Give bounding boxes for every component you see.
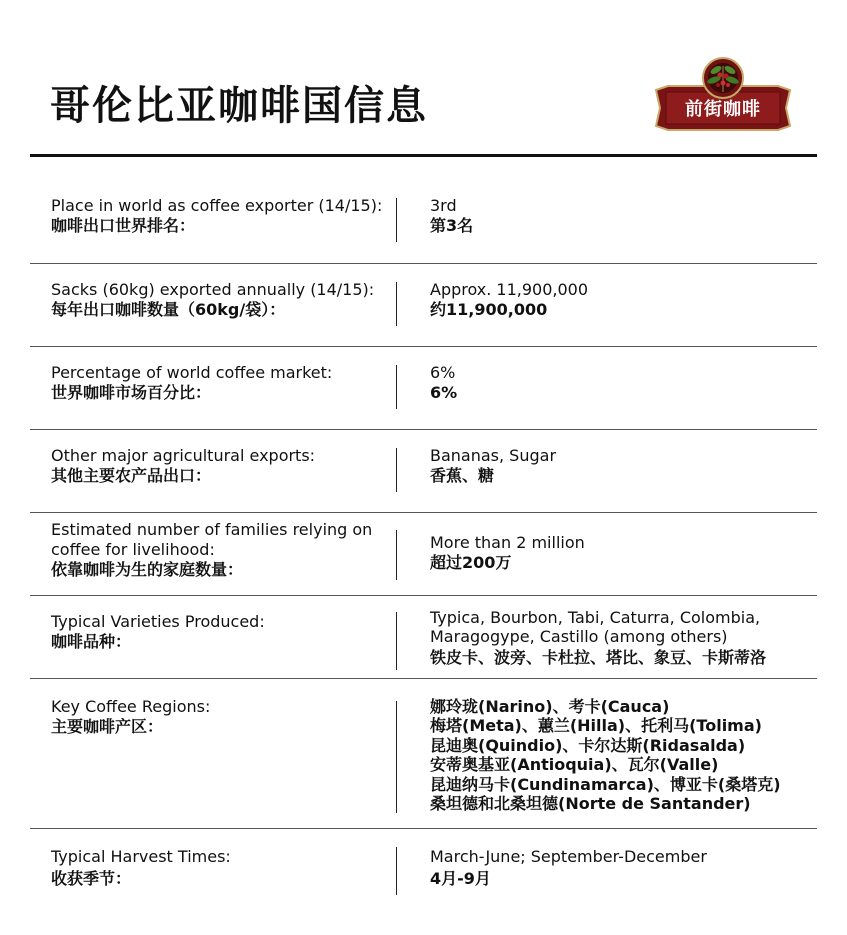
region-line: 梅塔(Meta)、蕙兰(Hilla)、托利马(Tolima) [430,716,762,736]
row-separator [396,448,397,492]
row-value [430,847,820,891]
region-line: 娜玲珑(Narino)、考卡(Cauca) [430,697,670,716]
label-en: Sacks (60kg) exported annually (14/15): [51,280,375,299]
label-zh: 依靠咖啡为生的家庭数量： [51,560,244,579]
row-label [51,280,391,320]
info-row-sacks-exported [30,280,817,330]
value-zh: 第3名 [430,216,474,235]
label-en: Typical Varieties Produced: [51,612,265,631]
label-zh: 世界咖啡市场百分比： [51,383,212,402]
row-separator [396,847,397,895]
row-separator [396,365,397,409]
row-divider [30,346,817,347]
label-zh: 咖啡品种： [51,632,132,651]
row-value [430,533,820,573]
region-line: 昆迪奥(Quindio)、卡尔达斯(Ridasalda) [430,735,746,755]
label-zh: 咖啡出口世界排名： [51,216,196,235]
row-separator [396,530,397,580]
row-value [430,446,820,486]
value-en: Bananas, Sugar [430,446,557,465]
value-zh: 香蕉、糖 [430,466,495,485]
label-en: Percentage of world coffee market: [51,363,333,382]
row-value [430,363,820,403]
row-separator [396,282,397,326]
value-en: 3rd [430,196,457,215]
row-label [51,520,391,580]
row-divider [30,429,817,430]
info-row-exporter-rank [30,196,817,246]
info-row-harvest [30,847,817,897]
row-label [51,697,391,737]
row-separator [396,701,397,813]
label-en: Typical Harvest Times: [51,847,231,866]
label-en: Other major agricultural exports: [51,446,316,465]
value-en: March-June; September-December [430,847,707,866]
row-label [51,847,391,891]
logo-text: 前街咖啡 [685,99,761,120]
coffee-plant-logo-icon [654,56,792,136]
page-title: 哥伦比亚咖啡国信息 [50,83,428,129]
value-en: 6% [430,363,456,382]
row-value [430,280,820,320]
label-zh: 其他主要农产品出口： [51,466,212,485]
label-en: Estimated number of families relying on [51,520,373,539]
label-zh: 收获季节： [51,869,132,888]
row-label [51,363,391,403]
row-label [51,612,391,652]
row-separator [396,198,397,242]
value-zh: 6% [430,383,458,402]
value-zh: 约11,900,000 [430,300,548,319]
label-en: Key Coffee Regions: [51,697,211,716]
info-row-market-percentage [30,363,817,413]
label-en: coffee for livelihood: [51,540,215,559]
row-divider [30,595,817,596]
info-row-regions [30,697,817,817]
row-label [51,446,391,486]
row-divider [30,828,817,829]
row-value [430,196,820,236]
value-zh: 4月-9月 [430,869,491,888]
info-row-other-exports [30,446,817,496]
row-separator [396,612,397,670]
info-row-families [30,520,817,584]
value-en: Maragogype, Castillo (among others) [430,627,728,646]
region-line: 安蒂奥基亚(Antioquia)、瓦尔(Valle) [430,755,719,775]
row-divider [30,263,817,264]
brand-logo [654,56,792,136]
value-en: More than 2 million [430,533,585,552]
value-zh: 铁皮卡、波旁、卡杜拉、塔比、象豆、卡斯蒂洛 [430,648,767,667]
row-divider [30,678,817,679]
row-value [430,608,820,670]
info-row-varieties [30,608,817,672]
header-divider [30,154,817,157]
value-en: Approx. 11,900,000 [430,280,589,299]
region-line: 桑坦德和北桑坦德(Norte de Santander) [430,794,751,814]
row-divider [30,512,817,513]
label-zh: 每年出口咖啡数量（60kg/袋）： [51,300,286,319]
row-value [430,697,820,813]
value-zh: 超过200万 [430,553,512,572]
value-en: Typica, Bourbon, Tabi, Caturra, Colombia, [430,608,761,627]
label-zh: 主要咖啡产区： [51,717,164,736]
region-line: 昆迪纳马卡(Cundinamarca)、博亚卡(桑塔克) [430,774,781,794]
label-en: Place in world as coffee exporter (14/15): [51,196,383,215]
row-label [51,196,391,236]
